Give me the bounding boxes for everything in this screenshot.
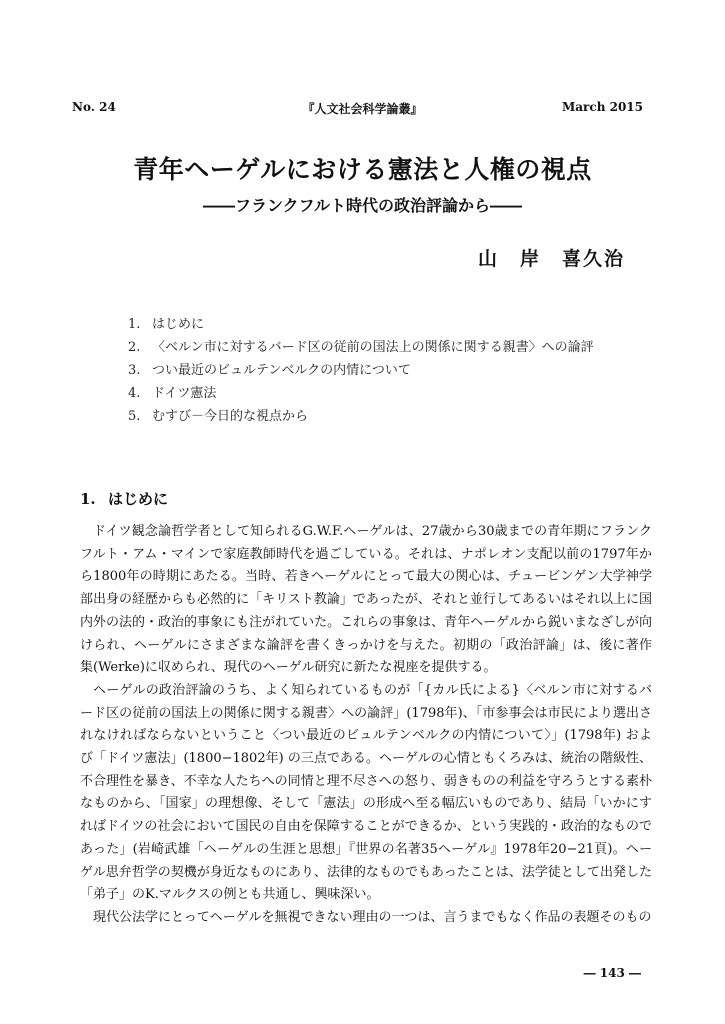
paragraph: 現代公法学にとってヘーゲルを無視できない理由の一つは、言うまでもなく作品の表題そのもの — [93, 909, 652, 925]
toc-item — [128, 408, 594, 431]
section-heading — [80, 488, 168, 509]
paragraph: ヘーゲルの政治評論のうち、よく知られているものが「{カル氏による}〈ベルン市に対するバード区の従前の国法上の関係に関する親書〉への論評」(1798年)、「市参事会は市民により選出されなければならないということ〈つい最近のビュルテンベルクの内情について〉」(1798年) および「ドイツ憲法」(1800−1802年) の三点である。ヘーゲルの心情ともくろみは、統治の階級性、不合理性を暴き、不幸な人たちへの同情と理不尽さへの怒り、弱きものの利益を守ろうとする素朴なものから、「国家」の理想像、そして「憲法」の形成へ至る幅広いものであり、結局「いかにすればドイツの社会において国民の自由を保障することができるか、という実践的・政治的なものであった」(岩崎武雄「ヘーゲルの生涯と思想」『世界の名著35ヘーゲル』1978年20−21頁)。ヘーゲル思弁哲学の契機が身近なものにあり、法律的なものでもあったことは、法学徒として出発した「弟子」のK.マルクスの例とも共通し、興味深い。 — [80, 682, 652, 903]
body-text — [80, 521, 652, 930]
toc-item-text: ドイツ憲法 — [152, 386, 217, 401]
table-of-contents — [128, 316, 594, 431]
section-title: はじめに — [108, 490, 169, 508]
toc-item-text: むすび－今日的な視点から — [152, 409, 309, 424]
paragraph: ドイツ観念論哲学者として知られるG.W.F.ヘーゲルは、27歳から30歳までの青年期にフランクフルト・アム・マインで家庭教師時代を過ごしている。それは、ナポレオン支配以前の1797年から1800年の時期にあたる。当時、若きヘーゲルにとって最大の関心は、チュービンゲン大学神学部出身の経歴からも必然的に「キリスト教論」であったが、それと並行してあるいはそれ以上に国内外の法的・政治的事象にも注がれていた。これらの事象は、青年ヘーゲルから鋭いまなざしが向けられ、ヘーゲルにさまざまな論評を書くきっかけを与えた。初期の「政治評論」は、後に著作集(Werke)に収められ、現代のヘーゲル研究に新たな視座を提供する。 — [80, 524, 652, 676]
journal-issue: No. 24 — [72, 100, 116, 114]
journal-title: 『人文社会科学論叢』 — [302, 102, 423, 116]
toc-item-text: はじめに — [152, 317, 205, 332]
paper-subtitle: ――フランクフルト時代の政治評論から―― — [202, 196, 523, 215]
toc-item — [128, 339, 594, 362]
toc-item-number: 5. — [128, 409, 141, 424]
journal-date: March 2015 — [562, 100, 643, 114]
toc-item — [128, 316, 594, 339]
toc-item-number: 3. — [128, 363, 141, 378]
toc-item — [128, 385, 594, 408]
paper-title: 青年ヘーゲルにおける憲法と人権の視点 — [133, 155, 592, 184]
toc-item-number: 4. — [128, 386, 141, 401]
author-name: 山 岸 喜久治 — [477, 248, 625, 270]
toc-item — [128, 362, 594, 385]
toc-item-text: つい最近のビュルテンベルクの内情について — [152, 363, 411, 378]
toc-item-number: 2. — [128, 340, 141, 355]
toc-item-text: 〈ベルン市に対するバード区の従前の国法上の関係に関する親書〉への論評 — [152, 340, 594, 355]
toc-item-number: 1. — [128, 317, 141, 332]
section-number: 1. — [80, 490, 96, 508]
page-number: ― 143 ― — [583, 966, 641, 980]
